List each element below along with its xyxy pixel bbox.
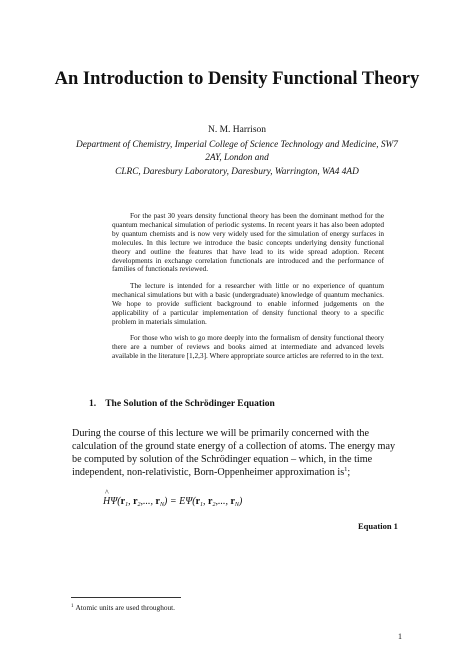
- footnote-text: Atomic units are used throughout.: [75, 603, 176, 612]
- energy-symbol: E: [179, 496, 186, 507]
- wavefunction-close-rhs: ): [238, 496, 243, 507]
- schrodinger-equation: [103, 496, 242, 507]
- wavefunction-open: Ψ(: [110, 496, 121, 507]
- section-heading: [89, 399, 275, 409]
- separator-rhs: ,: [203, 496, 209, 507]
- separator-1: ,: [128, 496, 134, 507]
- wavefunction-close: ): [163, 496, 168, 507]
- body-paragraph: [72, 427, 402, 479]
- author-name: N. M. Harrison: [207, 125, 267, 135]
- index-n: N: [159, 502, 164, 508]
- body-text: During the course of this lecture we will be primarily concerned with the calculation of the ground state energy of a collection of atoms. The energy may be computed by solution of the Schrödinger equation – which, in the time independent, non-relativistic, Born-Oppenheimer approximation is: [72, 428, 396, 479]
- page-number: 1: [398, 632, 402, 641]
- index-1-rhs: 1: [200, 502, 204, 508]
- position-vector-n: r: [155, 496, 160, 507]
- position-vector-1: r: [120, 496, 126, 507]
- position-vector-2: r: [133, 496, 138, 507]
- affiliation-imperial: Department of Chemistry, Imperial College of Science Technology and Medicine, SW7 2AY, London and: [76, 140, 398, 163]
- footnote-divider: [71, 597, 181, 598]
- position-vector-1-rhs: r: [195, 496, 201, 507]
- footnote-reference[interactable]: 1: [344, 466, 348, 474]
- position-vector-2-rhs: r: [208, 496, 213, 507]
- paper-title: An Introduction to Density Functional Theory: [54, 69, 420, 89]
- equals-sign: =: [167, 496, 180, 507]
- footnote: [71, 603, 175, 612]
- ellipsis-1: ,...,: [140, 496, 156, 507]
- index-1: 1: [125, 502, 129, 508]
- footnote-marker: 1: [71, 604, 74, 609]
- wavefunction-open-rhs: Ψ(: [185, 496, 196, 507]
- equation-label: Equation 1: [358, 521, 398, 531]
- section-number: 1.: [89, 399, 97, 409]
- index-n-rhs: N: [234, 502, 239, 508]
- ellipsis-rhs: ,...,: [215, 496, 231, 507]
- abstract-paragraph-3: For those who wish to go more deeply into the formalism of density functional theory there are a number of reviews and books aimed at intermediate and advanced levels available in the literature [1,2,3]. Where appropriate source articles are referred to in the text.: [112, 333, 384, 360]
- index-2-rhs: 2: [212, 502, 216, 508]
- hamiltonian-operator: ^ H: [103, 496, 110, 507]
- abstract-paragraph-1: For the past 30 years density functional theory has been the dominant method for the quantum mechanical simulation of periodic systems. In recent years it has also been adopted by quantum chemists and is now very widely used for the simulation of energy surfaces in molecules. In this lecture we introduce the basic concepts underlying density functional theory and outline the features that have lead to its wide spread adoption. Recent developments in exchange correlation functionals are introduced and the performance of families of functionals reviewed.: [112, 211, 384, 274]
- affiliation-daresbury: CLRC, Daresbury Laboratory, Daresbury, Warrington, WA4 4AD: [115, 167, 359, 177]
- abstract-paragraph-2: The lecture is intended for a researcher with little or no experience of quantum mechanical simulations but with a basic (undergraduate) knowledge of quantum mechanics. We hope to provide sufficient background to enable informed judgements on the applicability of a particular implementation of density functional theory to a specific problem in materials simulation.: [112, 281, 384, 326]
- position-vector-n-rhs: r: [230, 496, 235, 507]
- index-2: 2: [137, 502, 141, 508]
- body-text-end: ;: [347, 467, 351, 479]
- section-title: The Solution of the Schrödinger Equation: [105, 399, 275, 409]
